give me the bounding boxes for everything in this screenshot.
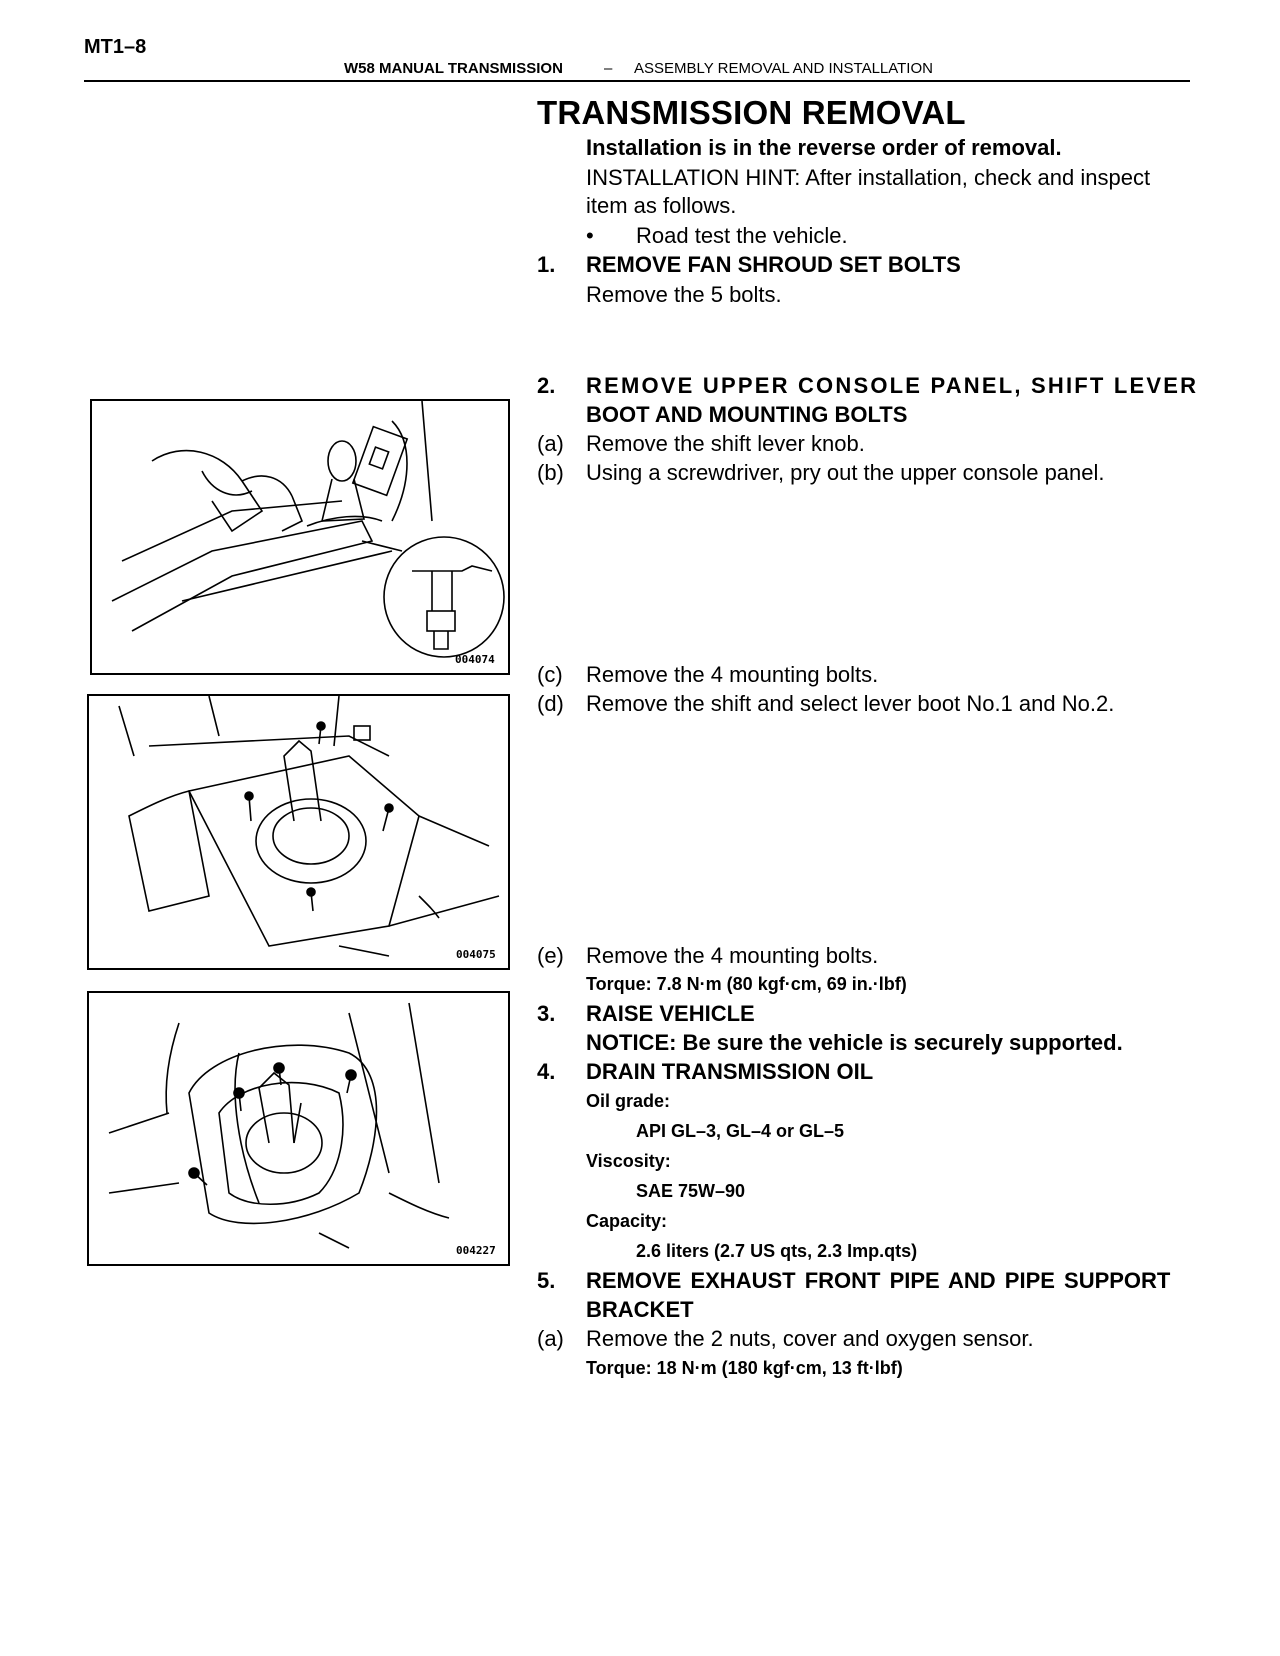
step2-number: 2. — [537, 373, 556, 398]
figure-mounting-bolts — [87, 991, 510, 1266]
step2c-text: Remove the 4 mounting bolts. — [586, 662, 879, 687]
step2d-text: Remove the shift and select lever boot No.1 and No.2. — [586, 691, 1115, 716]
step2c-label: (c) — [537, 662, 563, 687]
page-title: TRANSMISSION REMOVAL — [537, 94, 966, 131]
step2b-label: (b) — [537, 460, 564, 485]
step2-heading-line2: BOOT AND MOUNTING BOLTS — [586, 402, 908, 427]
header-separator: – — [604, 60, 613, 77]
mounting-bolts-illustration — [89, 993, 508, 1264]
step2e-label: (e) — [537, 943, 564, 968]
bullet-text: Road test the vehicle. — [636, 223, 848, 248]
document-title: W58 MANUAL TRANSMISSION — [344, 60, 563, 77]
oil-grade-label: Oil grade: — [586, 1091, 671, 1111]
page-number: MT1–8 — [84, 36, 147, 58]
step4-number: 4. — [537, 1059, 556, 1084]
step2a-text: Remove the shift lever knob. — [586, 431, 865, 456]
step5-number: 5. — [537, 1268, 556, 1293]
step2d-label: (d) — [537, 691, 564, 716]
install-hint-line1: INSTALLATION HINT: After installation, check and inspect — [586, 165, 1151, 190]
capacity-value: 2.6 liters (2.7 US qts, 2.3 Imp.qts) — [636, 1241, 918, 1261]
figure-console-panel — [90, 399, 510, 675]
step3-notice: NOTICE: Be sure the vehicle is securely supported. — [586, 1030, 1123, 1055]
step2e-text: Remove the 4 mounting bolts. — [586, 943, 879, 968]
step5-heading-line1: REMOVE EXHAUST FRONT PIPE AND PIPE SUPPORT — [586, 1268, 1171, 1293]
bullet-mark: • — [586, 223, 594, 248]
viscosity-label: Viscosity: — [586, 1151, 671, 1171]
install-note: Installation is in the reverse order of removal. — [586, 135, 1062, 160]
step3-number: 3. — [537, 1001, 556, 1026]
step5a-text: Remove the 2 nuts, cover and oxygen sensor. — [586, 1326, 1034, 1351]
step2b-text: Using a screwdriver, pry out the upper console panel. — [586, 460, 1105, 485]
viscosity-value: SAE 75W–90 — [636, 1181, 746, 1201]
step2a-label: (a) — [537, 431, 564, 456]
step1-text: Remove the 5 bolts. — [586, 282, 782, 307]
step4-heading: DRAIN TRANSMISSION OIL — [586, 1059, 874, 1084]
step2e-torque: Torque: 7.8 N·m (80 kgf·cm, 69 in.·lbf) — [586, 974, 907, 994]
step1-number: 1. — [537, 252, 556, 277]
figure-code: 004075 — [456, 948, 496, 961]
step5-heading-line2: BRACKET — [586, 1297, 694, 1322]
step1-heading: REMOVE FAN SHROUD SET BOLTS — [586, 252, 961, 277]
capacity-label: Capacity: — [586, 1211, 668, 1231]
page-header — [84, 58, 1190, 82]
figure-code: 004074 — [455, 653, 495, 666]
section-title: ASSEMBLY REMOVAL AND INSTALLATION — [634, 60, 933, 77]
install-hint-line2: item as follows. — [586, 193, 737, 218]
console-panel-illustration — [92, 401, 508, 673]
oil-grade-value: API GL–3, GL–4 or GL–5 — [636, 1121, 845, 1141]
step2-heading-line1: REMOVE UPPER CONSOLE PANEL, SHIFT LEVER — [586, 373, 1199, 398]
boot-bolts-illustration — [89, 696, 508, 968]
figure-boot-bolts — [87, 694, 510, 970]
step5a-label: (a) — [537, 1326, 564, 1351]
step3-heading: RAISE VEHICLE — [586, 1001, 755, 1026]
step5a-torque: Torque: 18 N·m (180 kgf·cm, 13 ft·lbf) — [586, 1358, 903, 1378]
figure-code: 004227 — [456, 1244, 496, 1257]
